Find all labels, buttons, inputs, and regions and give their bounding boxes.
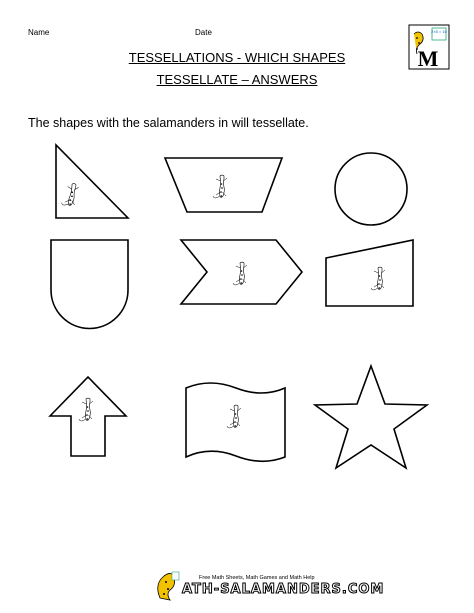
date-label: Date	[195, 28, 212, 37]
shape-flag	[186, 383, 285, 461]
title-line-2: TESSELLATE – ANSWERS	[156, 72, 318, 87]
shape-circle	[335, 153, 407, 225]
title-line-1: TESSELLATIONS - WHICH SHAPES	[128, 50, 346, 65]
shape-quadrilateral	[326, 240, 413, 306]
instruction-text: The shapes with the salamanders in will tessellate.	[28, 116, 309, 130]
logo-letter: M	[417, 46, 439, 70]
logo-top-text: 2×5 = 10	[431, 29, 447, 34]
shape-trapezoid	[165, 158, 282, 212]
shape-right-triangle	[56, 145, 128, 218]
footer-tagline: Free Math Sheets, Math Games and Math Help	[199, 575, 315, 581]
name-label: Name	[28, 28, 50, 37]
footer-salamander-icon	[158, 572, 179, 600]
footer-site-name[interactable]: ATH-SALAMANDERS.COM	[182, 582, 385, 597]
shape-shield	[51, 240, 128, 328]
shape-arrow	[50, 377, 126, 456]
shape-chevron	[181, 240, 302, 304]
shape-star	[315, 366, 427, 468]
